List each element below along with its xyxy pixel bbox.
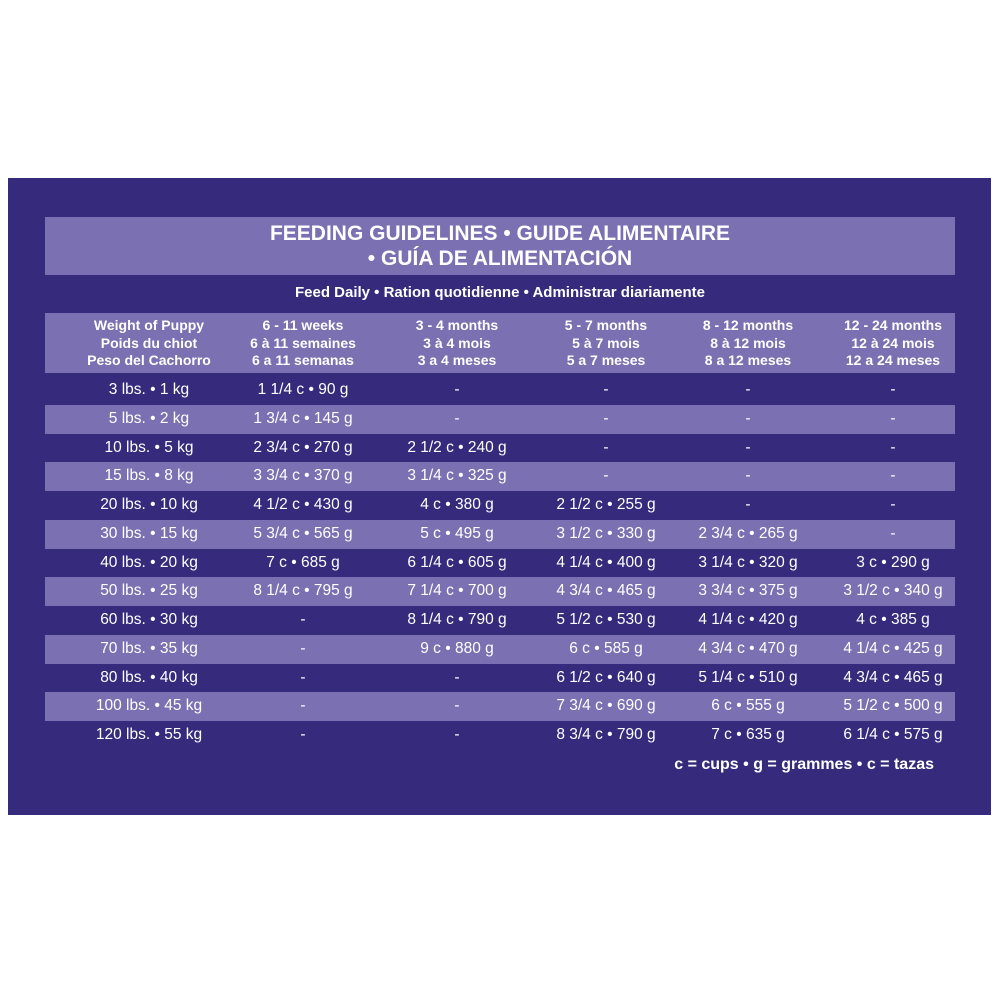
weight-cell: 50 lbs. • 25 kg (100, 582, 198, 600)
column-header-1 (223, 317, 383, 370)
amount-cell: 4 c • 380 g (420, 496, 494, 513)
amount-cell: 3 3/4 c • 370 g (253, 467, 353, 485)
amount-cell: 3 1/4 c • 325 g (407, 467, 507, 485)
weight-cell: 40 lbs. • 20 kg (100, 553, 198, 571)
column-header-line: 3 à 4 mois (423, 334, 491, 351)
amount-cell: - (745, 496, 751, 513)
column-header-line: 8 à 12 mois (710, 334, 786, 351)
table-row (45, 405, 955, 434)
table-row (45, 520, 955, 549)
amount-cell: - (300, 611, 306, 628)
amount-cell: 4 1/4 c • 420 g (698, 611, 798, 628)
amount-cell: 6 1/4 c • 575 g (843, 726, 943, 743)
column-header-line: 3 - 4 months (415, 317, 499, 333)
amount-cell: 9 c • 880 g (420, 639, 494, 657)
weight-cell: 20 lbs. • 10 kg (100, 496, 198, 513)
column-header-line: Weight of Puppy (93, 317, 205, 333)
amount-cell: 4 c • 385 g (856, 611, 930, 628)
amount-cell: - (454, 668, 460, 686)
amount-cell: - (300, 726, 306, 743)
column-header-line: Poids du chiot (100, 334, 198, 351)
column-header-2 (377, 317, 537, 370)
table-row (45, 376, 955, 405)
amount-cell: - (454, 697, 460, 715)
table-row (45, 434, 955, 463)
column-header-line: 8 - 12 months (702, 317, 794, 333)
amount-cell: - (890, 381, 896, 398)
amount-cell: 5 c • 495 g (420, 524, 494, 542)
amount-cell: 8 3/4 c • 790 g (556, 726, 656, 743)
amount-cell: 1 1/4 c • 90 g (257, 381, 349, 398)
amount-cell: 2 3/4 c • 265 g (698, 524, 798, 542)
table-row (45, 491, 955, 520)
weight-cell: 30 lbs. • 15 kg (100, 524, 198, 542)
amount-cell: - (300, 697, 306, 715)
amount-cell: 4 1/2 c • 430 g (253, 496, 353, 513)
amount-cell: 3 3/4 c • 375 g (698, 582, 798, 600)
title-line-1: FEEDING GUIDELINES • GUIDE ALIMENTAIRE (269, 222, 731, 245)
amount-cell: 6 1/2 c • 640 g (556, 668, 656, 686)
table-row (45, 549, 955, 578)
amount-cell: - (454, 381, 460, 398)
column-header-line: 12 - 24 months (843, 317, 943, 333)
amount-cell: 6 c • 555 g (711, 697, 785, 715)
title-band (45, 217, 955, 275)
table-row (45, 692, 955, 721)
amount-cell: 4 1/4 c • 425 g (843, 639, 943, 657)
table-row (45, 721, 955, 750)
column-header-line: 5 - 7 months (564, 317, 648, 333)
weight-cell: 70 lbs. • 35 kg (100, 639, 198, 657)
amount-cell: - (745, 467, 751, 485)
column-header-band (45, 313, 955, 373)
amount-cell: 4 3/4 c • 470 g (698, 639, 798, 657)
amount-cell: - (890, 467, 896, 485)
amount-cell: - (890, 409, 896, 427)
column-header-line: 6 à 11 semaines (250, 334, 356, 351)
weight-cell: 15 lbs. • 8 kg (104, 467, 194, 485)
amount-cell: - (603, 409, 609, 427)
amount-cell: 5 1/2 c • 530 g (556, 611, 656, 628)
subtitle: Feed Daily • Ration quotidienne • Administrar diariamente (294, 284, 706, 301)
amount-cell: 5 1/2 c • 500 g (843, 697, 943, 715)
column-header-line: 12 a 24 meses (845, 352, 941, 368)
amount-cell: 5 1/4 c • 510 g (698, 668, 798, 686)
weight-cell: 80 lbs. • 40 kg (100, 668, 198, 686)
column-header-line: 8 a 12 meses (704, 352, 792, 368)
amount-cell: 6 1/4 c • 605 g (407, 553, 507, 571)
amount-cell: - (890, 496, 896, 513)
column-header-5 (813, 317, 973, 370)
column-header-line: 3 a 4 meses (417, 352, 497, 368)
amount-cell: 8 1/4 c • 790 g (407, 611, 507, 628)
weight-cell: 5 lbs. • 2 kg (108, 409, 190, 427)
amount-cell: - (454, 726, 460, 743)
weight-cell: 3 lbs. • 1 kg (108, 381, 190, 398)
column-header-line: Peso del Cachorro (87, 352, 211, 368)
title-line-2: • GUÍA DE ALIMENTACIÓN (367, 247, 633, 270)
amount-cell: 4 1/4 c • 400 g (556, 553, 656, 571)
amount-cell: 7 c • 635 g (711, 726, 785, 743)
amount-cell: - (890, 438, 896, 456)
feeding-table (45, 376, 955, 750)
amount-cell: - (745, 381, 751, 398)
column-header-3 (526, 317, 686, 370)
amount-cell: - (603, 467, 609, 485)
amount-cell: - (890, 524, 896, 542)
unit-legend: c = cups • g = grammes • c = tazas (674, 756, 934, 773)
amount-cell: - (603, 381, 609, 398)
amount-cell: 7 3/4 c • 690 g (556, 697, 656, 715)
column-header-0 (69, 317, 229, 370)
amount-cell: - (300, 639, 306, 657)
amount-cell: 3 1/2 c • 330 g (556, 524, 656, 542)
amount-cell: - (745, 438, 751, 456)
amount-cell: 2 1/2 c • 255 g (556, 496, 656, 513)
weight-cell: 10 lbs. • 5 kg (104, 438, 194, 456)
amount-cell: 4 3/4 c • 465 g (843, 668, 943, 686)
column-header-line: 6 a 11 semanas (252, 352, 354, 368)
column-header-line: 5 à 7 mois (572, 334, 640, 351)
amount-cell: 1 3/4 c • 145 g (253, 409, 353, 427)
weight-cell: 100 lbs. • 45 kg (95, 697, 203, 715)
feeding-guidelines-panel (8, 178, 991, 815)
amount-cell: - (745, 409, 751, 427)
amount-cell: 8 1/4 c • 795 g (253, 582, 353, 600)
amount-cell: - (454, 409, 460, 427)
column-header-line: 5 a 7 meses (566, 352, 646, 368)
weight-cell: 60 lbs. • 30 kg (100, 611, 198, 628)
weight-cell: 120 lbs. • 55 kg (95, 726, 203, 743)
amount-cell: 6 c • 585 g (569, 639, 643, 657)
amount-cell: 7 1/4 c • 700 g (407, 582, 507, 600)
table-row (45, 606, 955, 635)
table-row (45, 635, 955, 664)
amount-cell: 4 3/4 c • 465 g (556, 582, 656, 600)
amount-cell: 2 1/2 c • 240 g (407, 438, 507, 456)
table-row (45, 462, 955, 491)
amount-cell: 3 1/4 c • 320 g (698, 553, 798, 571)
table-row (45, 664, 955, 693)
column-header-line: 6 - 11 weeks (262, 317, 344, 333)
amount-cell: 7 c • 685 g (266, 553, 340, 571)
column-header-line: 12 à 24 mois (851, 334, 935, 351)
column-header-4 (668, 317, 828, 370)
table-row (45, 577, 955, 606)
amount-cell: 3 1/2 c • 340 g (843, 582, 943, 600)
amount-cell: 3 c • 290 g (856, 553, 930, 571)
amount-cell: - (603, 438, 609, 456)
amount-cell: 5 3/4 c • 565 g (253, 524, 353, 542)
amount-cell: - (300, 668, 306, 686)
amount-cell: 2 3/4 c • 270 g (253, 438, 353, 456)
